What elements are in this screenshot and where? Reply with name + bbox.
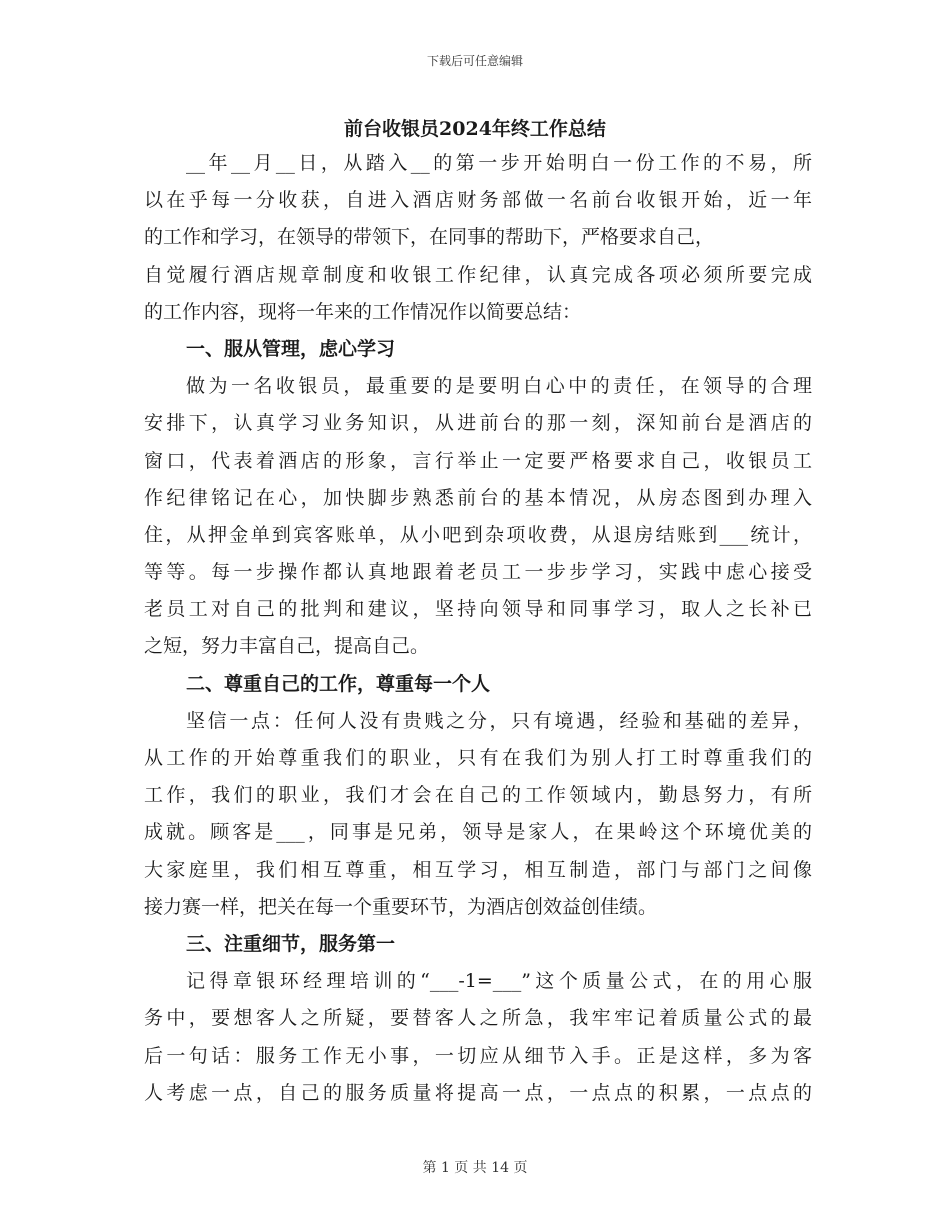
paragraph-line: 老员工对自己的批判和建议，坚持向领导和同事学习，取人之长补已 <box>144 598 812 621</box>
paragraph-line: 从工作的开始尊重我们的职业，只有在我们为别人打工时尊重我们的 <box>144 747 812 769</box>
document-title: 前台收银员2024年终工作总结 <box>344 118 606 140</box>
paragraph-line: 大家庭里，我们相互尊重，相互学习，相互制造，部门与部门之间像 <box>144 858 812 881</box>
paragraph-line: 安排下，认真学习业务知识，从进前台的那一刻，深知前台是酒店的 <box>144 412 812 435</box>
paragraph-line: 自觉履行酒店规章制度和收银工作纪律，认真完成各项必须所要完成 <box>144 263 812 286</box>
paragraph-line: 的工作内容，现将一年来的工作情况作以简要总结： <box>144 300 582 323</box>
section-heading: 二、尊重自己的工作，尊重每一个人 <box>186 672 491 695</box>
paragraph-line: 之短，努力丰富自己，提高自己。 <box>144 635 430 658</box>
page-footer: 第 1 页 共 14 页 <box>422 1160 528 1176</box>
paragraph-line: 作纪律铭记在心，加快脚步熟悉前台的基本情况，从房态图到办理入 <box>144 486 812 509</box>
paragraph-line: 成就。顾客是___，同事是兄弟，领导是家人，在果岭这个环境优美的 <box>144 821 812 844</box>
paragraph-line: 接力赛一样，把关在每一个重要环节，为酒店创效益创佳绩。 <box>144 895 658 918</box>
document-body <box>144 145 812 1112</box>
paragraph-line: 的工作和学习，在领导的带领下，在同事的帮助下，严格要求自己， <box>144 226 715 249</box>
section-heading: 三、注重细节，服务第一 <box>186 932 396 955</box>
paragraph-line: 记得章银环经理培训的“___-1=___”这个质量公式，在的用心服 <box>186 970 812 993</box>
paragraph-line: 后一句话：服务工作无小事，一切应从细节入手。正是这样，多为客 <box>144 1044 812 1067</box>
page-header: 下载后可任意编辑 <box>426 54 523 68</box>
paragraph-line: 务中，要想客人之所疑，要替客人之所急，我牢牢记着质量公式的最 <box>144 1007 812 1030</box>
paragraph-line: __年__月__日，从踏入__的第一步开始明白一份工作的不易，所 <box>186 152 812 174</box>
paragraph-line: 坚信一点：任何人没有贵贱之分，只有境遇，经验和基础的差异， <box>186 709 812 732</box>
section-heading: 一、服从管理，虑心学习 <box>186 337 396 360</box>
paragraph-line: 窗口，代表着酒店的形象，言行举止一定要严格要求自己，收银员工 <box>144 449 812 472</box>
paragraph-line: 做为一名收银员，最重要的是要明白心中的责任，在领导的合理 <box>186 375 812 398</box>
paragraph-line: 住，从押金单到宾客账单，从小吧到杂项收费，从退房结账到___统计， <box>144 523 812 546</box>
paragraph-line: 人考虑一点，自己的服务质量将提高一点，一点点的积累，一点点的 <box>144 1081 812 1104</box>
paragraph-line: 以在乎每一分收获，自进入酒店财务部做一名前台收银开始，近一年 <box>144 189 812 212</box>
paragraph-line: 工作，我们的职业，我们才会在自己的工作领域内，勤恳努力，有所 <box>144 784 812 807</box>
paragraph-line: 等等。每一步操作都认真地跟着老员工一步步学习，实践中虑心接受 <box>144 561 812 584</box>
